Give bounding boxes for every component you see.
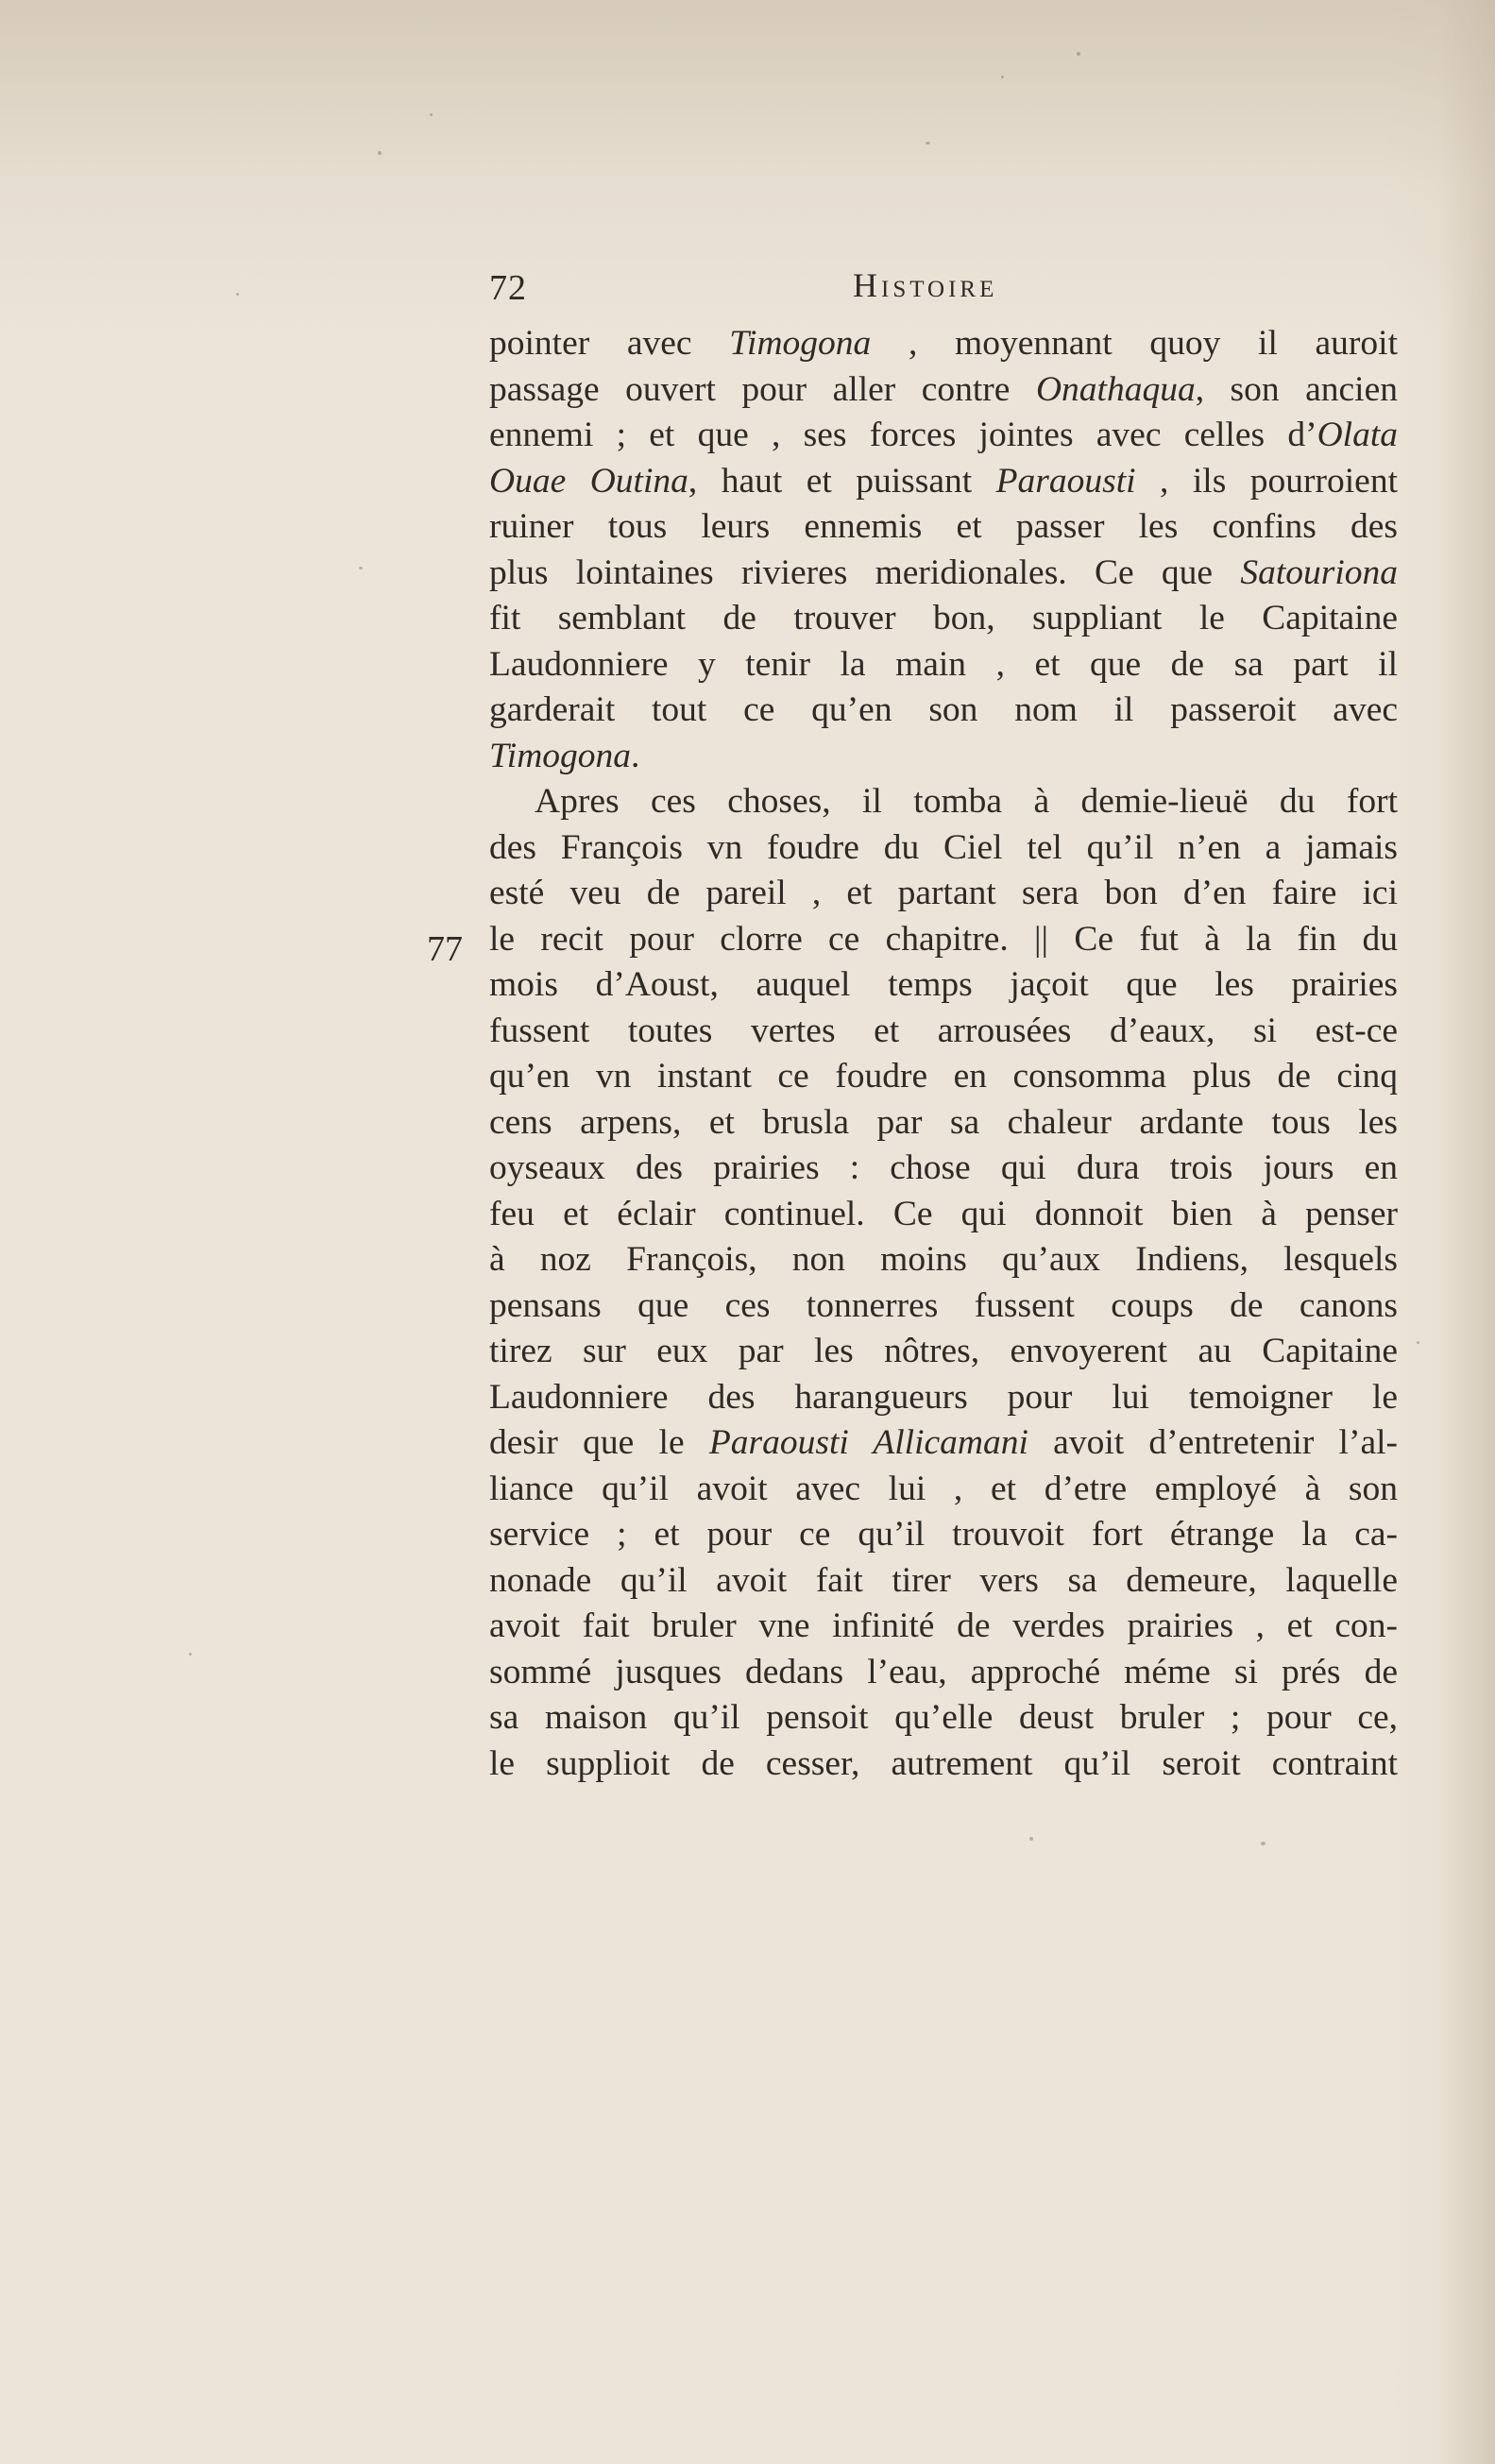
paper-speck xyxy=(1077,52,1080,56)
text-line: avoit fait bruler vne infinité de verdes prairies , et con- xyxy=(489,1606,1398,1645)
text-line: sa maison qu’il pensoit qu’elle deust bruler ; pour ce, xyxy=(489,1698,1398,1737)
text-line: le supplioit de cesser, autrement qu’il seroit contraint xyxy=(489,1743,1398,1783)
paper-speck xyxy=(926,142,930,144)
text-line: mois d’Aoust, auquel temps jaçoit que les prairies xyxy=(489,965,1398,1004)
text-line: pointer avec Timogona , moyennant quoy il auroit xyxy=(489,324,1398,363)
text-line: desir que le Paraousti Allicamani avoit d’entretenir l’al- xyxy=(489,1423,1398,1462)
text-line: Apres ces choses, il tomba à demie-lieuë du fort xyxy=(535,782,1398,821)
text-line: pensans que ces tonnerres fussent coups de canons xyxy=(489,1285,1398,1325)
paper-speck xyxy=(359,567,363,569)
text-line: esté veu de pareil , et partant sera bon d’en faire ici xyxy=(489,874,1398,912)
text-line: qu’en vn instant ce foudre en consomma plus de cinq xyxy=(489,1057,1398,1096)
margin-page-reference: 77 xyxy=(427,929,463,969)
text-line: passage ouvert pour aller contre Onathaqua, son ancien xyxy=(489,369,1398,409)
paper-speck xyxy=(236,293,239,296)
text-line: fit semblant de trouver bon, suppliant le Capitaine xyxy=(489,599,1398,637)
page-header xyxy=(489,260,1398,316)
paper-speck xyxy=(430,113,433,116)
text-line: tirez sur eux par les nôtres, envoyerent au Capitaine xyxy=(489,1332,1398,1370)
running-title: Histoire xyxy=(853,266,998,304)
paper-speck xyxy=(189,1653,192,1656)
text-line: cens arpens, et brusla par sa chaleur ardante tous les xyxy=(489,1102,1398,1142)
text-line: liance qu’il avoit avec lui , et d’etre employé à son xyxy=(489,1469,1398,1508)
text-line: le recit pour clorre ce chapitre. || Ce fut à la fin du xyxy=(489,919,1398,959)
text-line: Laudonniere des harangueurs pour lui temoigner le xyxy=(489,1377,1398,1417)
text-line: nonade qu’il avoit fait tirer vers sa demeure, laquelle xyxy=(489,1560,1398,1600)
text-line: Timogona. xyxy=(489,736,640,775)
text-line: fussent toutes vertes et arrousées d’eaux, si est-ce xyxy=(489,1011,1398,1050)
text-line: service ; et pour ce qu’il trouvoit fort étrange la ca- xyxy=(489,1515,1398,1554)
text-line: Laudonniere y tenir la main , et que de sa part il xyxy=(489,644,1398,684)
text-line: oyseaux des prairies : chose qui dura trois jours en xyxy=(489,1148,1398,1187)
text-line: ennemi ; et que , ses forces jointes avec celles d’Olata xyxy=(489,416,1398,454)
body-text xyxy=(489,321,1398,1787)
text-line: des François vn foudre du Ciel tel qu’il n’en a jamais xyxy=(489,827,1398,867)
paper-speck xyxy=(1417,1341,1419,1344)
text-line: garderait tout ce qu’en son nom il passeroit avec xyxy=(489,690,1398,729)
page-number: 72 xyxy=(489,268,527,308)
text-line: feu et éclair continuel. Ce qui donnoit bien à penser xyxy=(489,1194,1398,1233)
paper-speck xyxy=(1261,1842,1266,1845)
paper-speck xyxy=(1029,1837,1033,1841)
paper-speck xyxy=(1001,76,1004,78)
text-line: sommé jusques dedans l’eau, approché méme si prés de xyxy=(489,1652,1398,1691)
paper-speck xyxy=(378,151,382,155)
text-line: Ouae Outina, haut et puissant Paraousti , ils pourroient xyxy=(489,461,1398,501)
text-line: ruiner tous leurs ennemis et passer les confins des xyxy=(489,507,1398,546)
text-line: plus lointaines rivieres meridionales. Ce que Satouriona xyxy=(489,552,1398,592)
text-line: à noz François, non moins qu’aux Indiens, lesquels xyxy=(489,1240,1398,1279)
